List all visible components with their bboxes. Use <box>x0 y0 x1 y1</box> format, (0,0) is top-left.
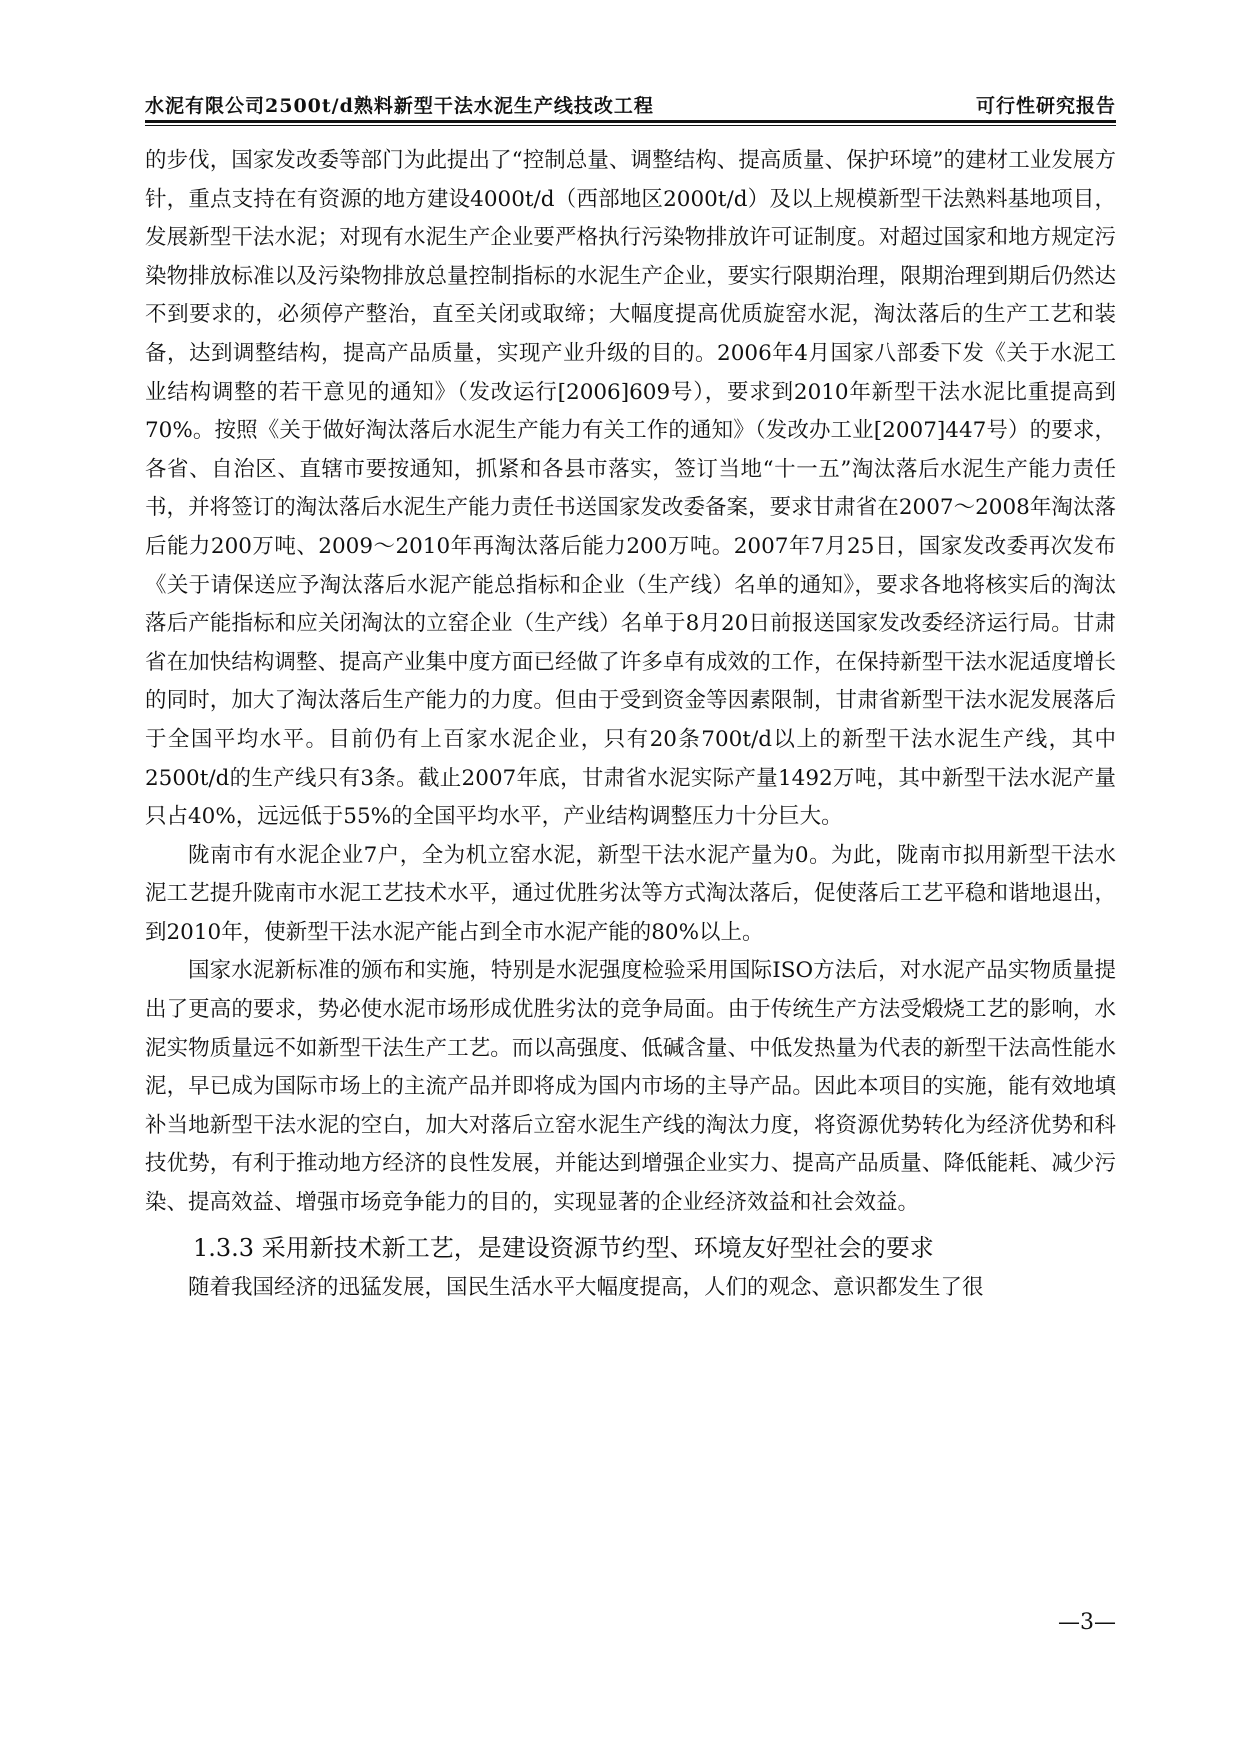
paragraph: 的步伐，国家发改委等部门为此提出了“控制总量、调整结构、提高质量、保护环境”的建材工业发展方针，重点支持在有资源的地方建设4000t/d（西部地区2000t/d）及以上规模新型干法熟料基地项目，发展新型干法水泥；对现有水泥生产企业要严格执行污染物排放许可证制度。对超过国家和地方规定污染物排放标准以及污染物排放总量控制指标的水泥生产企业，要实行限期治理，限期治理到期后仍然达不到要求的，必须停产整治，直至关闭或取缔；大幅度提高优质旋窑水泥，淘汰落后的生产工艺和装备，达到调整结构，提高产品质量，实现产业升级的目的。2006年4月国家八部委下发《关于水泥工业结构调整的若干意见的通知》（发改运行[2006]609号），要求到2010年新型干法水泥比重提高到70%。按照《关于做好淘汰落后水泥生产能力有关工作的通知》（发改办工业[2007]447号）的要求，各省、自治区、直辖市要按通知，抓紧和各县市落实，签订当地“十一五”淘汰落后水泥生产能力责任书，并将签订的淘汰落后水泥生产能力责任书送国家发改委备案，要求甘肃省在2007～2008年淘汰落后能力200万吨、2009～2010年再淘汰落后能力200万吨。2007年7月25日，国家发改委再次发布《关于请保送应予淘汰落后水泥产能总指标和企业（生产线）名单的通知》，要求各地将核实后的淘汰落后产能指标和应关闭淘汰的立窑企业（生产线）名单于8月20日前报送国家发改委经济运行局。甘肃省在加快结构调整、提高产业集中度方面已经做了许多卓有成效的工作，在保持新型干法水泥适度增长的同时，加大了淘汰落后生产能力的力度。但由于受到资金等因素限制，甘肃省新型干法水泥发展落后于全国平均水平。目前仍有上百家水泥企业，只有20条700t/d以上的新型干法水泥生产线，其中2500t/d的生产线只有3条。截止2007年底，甘肃省水泥实际产量1492万吨，其中新型干法水泥产量只占40%，远远低于55%的全国平均水平，产业结构调整压力十分巨大。 <box>145 148 1116 830</box>
document-body <box>145 142 1116 1307</box>
paragraph: 国家水泥新标准的颁布和实施，特别是水泥强度检验采用国际ISO方法后，对水泥产品实物质量提出了更高的要求，势必使水泥市场形成优胜劣汰的竞争局面。由于传统生产方法受煅烧工艺的影响，水泥实物质量远不如新型干法生产工艺。而以高强度、低碱含量、中低发热量为代表的新型干法高性能水泥，早已成为国际市场上的主流产品并即将成为国内市场的主导产品。因此本项目的实施，能有效地填补当地新型干法水泥的空白，加大对落后立窑水泥生产线的淘汰力度，将资源优势转化为经济优势和科技优势，有利于推动地方经济的良性发展，并能达到增强企业实力、提高产品质量、降低能耗、减少污染、提高效益、增强市场竞争能力的目的，实现显著的企业经济效益和社会效益。 <box>145 958 1116 1216</box>
paragraph: 随着我国经济的迅猛发展，国民生活水平大幅度提高，人们的观念、意识都发生了很 <box>188 1274 984 1300</box>
header-rule <box>145 120 1116 123</box>
page-number: —3— <box>1058 1610 1116 1635</box>
header-rule-thin <box>145 125 1116 126</box>
header-report-type: 可行性研究报告 <box>975 95 1116 117</box>
page-header <box>145 84 1116 118</box>
header-title: 水泥有限公司2500t/d熟料新型干法水泥生产线技改工程 <box>145 95 654 117</box>
section-heading: 1.3.3 采用新技术新工艺，是建设资源节约型、环境友好型社会的要求 <box>193 1233 934 1262</box>
paragraph: 陇南市有水泥企业7户，全为机立窑水泥，新型干法水泥产量为0。为此，陇南市拟用新型干法水泥工艺提升陇南市水泥工艺技术水平，通过优胜劣汰等方式淘汰落后，促使落后工艺平稳和谐地退出，到2010年，使新型干法水泥产能占到全市水泥产能的80%以上。 <box>145 842 1116 945</box>
